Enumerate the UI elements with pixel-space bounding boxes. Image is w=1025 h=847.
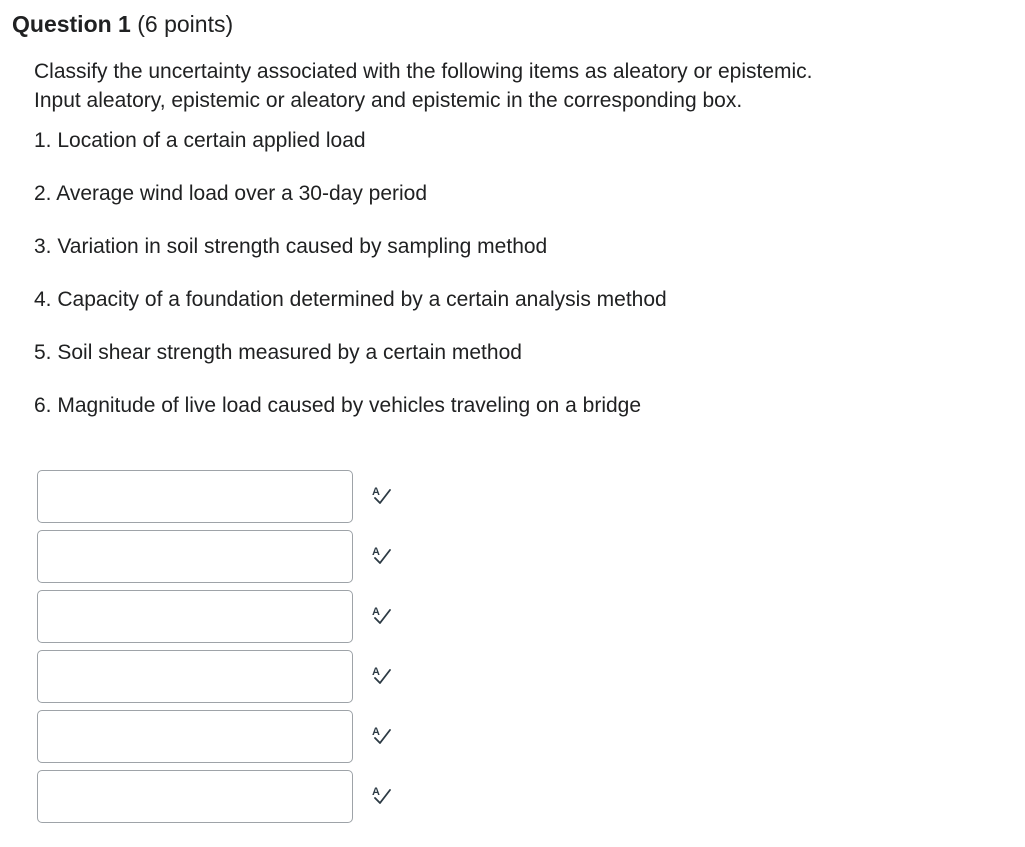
svg-text:A: A [372, 666, 380, 678]
list-item: 4. Capacity of a foundation determined by a certain analysis method [34, 288, 667, 311]
answer-input-3[interactable] [37, 590, 353, 643]
question-title: Question 1 [12, 11, 131, 37]
list-item: 2. Average wind load over a 30-day period [34, 182, 428, 205]
spell-check-icon[interactable] [371, 485, 393, 507]
answer-input-1[interactable] [37, 470, 353, 523]
spell-check-icon[interactable] [371, 665, 393, 687]
instructions-line-1: Classify the uncertainty associated with the following items as aleatory or epistemic. [34, 60, 813, 83]
list-item: 6. Magnitude of live load caused by vehicles traveling on a bridge [34, 394, 642, 417]
svg-text:A: A [372, 726, 380, 738]
answer-input-2[interactable] [37, 530, 353, 583]
answer-row [37, 466, 393, 526]
svg-text:A: A [372, 486, 380, 498]
question-points: (6 points) [137, 11, 234, 37]
answer-list [37, 466, 393, 826]
item-list [34, 126, 667, 444]
answer-row [37, 526, 393, 586]
answer-input-4[interactable] [37, 650, 353, 703]
spell-check-icon[interactable] [371, 725, 393, 747]
answer-row [37, 586, 393, 646]
list-item: 1. Location of a certain applied load [34, 129, 366, 152]
svg-text:A: A [372, 546, 380, 558]
question-instructions [34, 57, 813, 115]
instructions-line-2: Input aleatory, epistemic or aleatory and epistemic in the corresponding box. [34, 89, 743, 112]
svg-text:A: A [372, 786, 380, 798]
spell-check-icon[interactable] [371, 605, 393, 627]
list-item: 5. Soil shear strength measured by a certain method [34, 341, 522, 364]
answer-input-5[interactable] [37, 710, 353, 763]
spell-check-icon[interactable] [371, 545, 393, 567]
svg-text:A: A [372, 606, 380, 618]
answer-row [37, 766, 393, 826]
question-header [12, 8, 233, 40]
spell-check-icon[interactable] [371, 785, 393, 807]
answer-row [37, 706, 393, 766]
answer-input-6[interactable] [37, 770, 353, 823]
answer-row [37, 646, 393, 706]
list-item: 3. Variation in soil strength caused by sampling method [34, 235, 548, 258]
